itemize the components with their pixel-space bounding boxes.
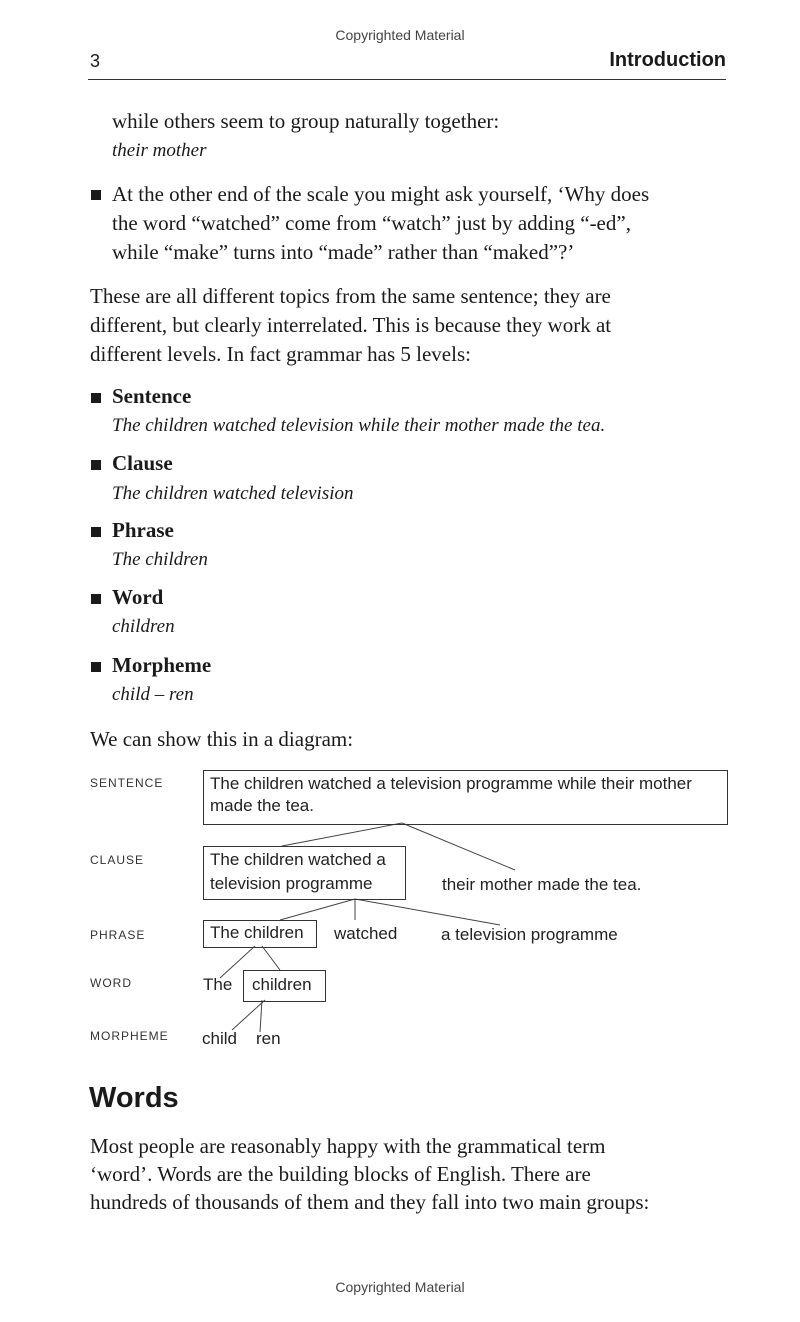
level-name: Phrase xyxy=(112,518,174,542)
diagram-text: The xyxy=(203,975,233,994)
level-example: children xyxy=(112,616,175,637)
text-line: These are all different topics from the same sentence; they are xyxy=(90,284,611,308)
text-line: while “make” turns into “made” rather than “maked”?’ xyxy=(112,240,575,264)
diagram-text: made the tea. xyxy=(210,796,314,815)
diagram-text: children xyxy=(252,975,312,994)
level-label: SENTENCE xyxy=(90,776,164,790)
level-example: child – ren xyxy=(112,684,194,705)
section-heading: Words xyxy=(89,1082,179,1114)
level-label: MORPHEME xyxy=(90,1029,169,1043)
diagram-text: their mother made the tea. xyxy=(442,875,642,894)
level-name: Word xyxy=(112,585,164,609)
text-line: different, but clearly interrelated. This is because they work at xyxy=(90,313,612,337)
watermark-bottom: Copyrighted Material xyxy=(335,1279,465,1295)
diagram-text: The children xyxy=(210,923,304,942)
diagram-text: ren xyxy=(256,1029,281,1048)
text-line: At the other end of the scale you might ask yourself, ‘Why does xyxy=(112,182,650,206)
level-example: The children watched television xyxy=(112,483,354,504)
diagram-text: The children watched a television programme while their mother xyxy=(210,774,692,793)
page-number: 3 xyxy=(90,51,101,71)
level-name: Sentence xyxy=(112,384,192,408)
level-example: The children watched television while their mother made the tea. xyxy=(112,415,606,436)
text-line: ‘word’. Words are the building blocks of English. There are xyxy=(90,1162,591,1186)
example: their mother xyxy=(112,140,207,161)
text-line: Most people are reasonably happy with the grammatical term xyxy=(90,1134,606,1158)
text-line: while others seem to group naturally together: xyxy=(112,109,500,133)
text-line: We can show this in a diagram: xyxy=(90,727,354,751)
level-label: CLAUSE xyxy=(90,853,145,867)
level-example: The children xyxy=(112,549,208,570)
level-label: WORD xyxy=(90,976,132,990)
diagram-text: watched xyxy=(334,924,398,943)
diagram-text: The children watched a xyxy=(210,850,386,869)
watermark-top: Copyrighted Material xyxy=(335,27,465,43)
text-line: hundreds of thousands of them and they fall into two main groups: xyxy=(90,1190,650,1214)
text-line: different levels. In fact grammar has 5 levels: xyxy=(90,342,471,366)
diagram-text: television programme xyxy=(210,874,373,893)
level-label: PHRASE xyxy=(90,928,146,942)
text-line: the word “watched” come from “watch” just by adding “-ed”, xyxy=(112,211,631,235)
diagram-text: child xyxy=(202,1029,237,1048)
level-name: Clause xyxy=(112,451,173,475)
diagram-text: a television programme xyxy=(441,925,618,944)
level-name: Morpheme xyxy=(112,653,212,677)
running-header: Introduction xyxy=(609,49,726,71)
